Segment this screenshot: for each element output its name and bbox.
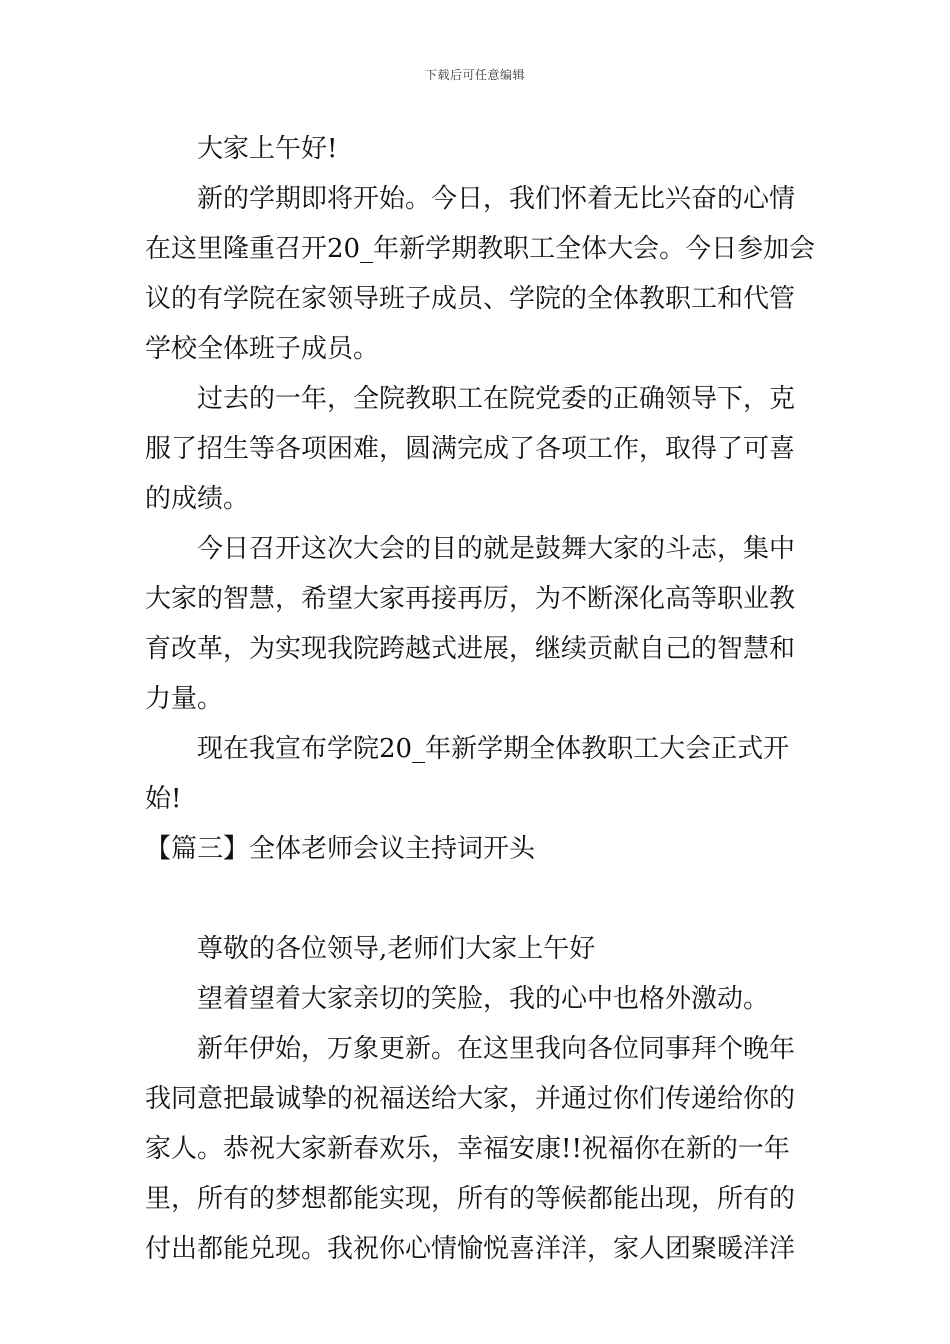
paragraph-2: 过去的一年，全院教职工在院党委的正确领导下，克服了招生等各项困难，圆满完成了各项工作，取得了可喜的成绩。 bbox=[145, 384, 796, 514]
paragraph-4: 现在我宣布学院20_年新学期全体教职工大会正式开始! bbox=[145, 734, 790, 814]
paragraph-5: 尊敬的各位领导,老师们大家上午好 bbox=[197, 934, 596, 964]
greeting-paragraph: 大家上午好! bbox=[197, 134, 338, 164]
paragraph-7: 新年伊始，万象更新。在这里我向各位同事拜个晚年我同意把最诚挚的祝福送给大家，并通过你们传递给你的家人。恭祝大家新春欢乐，幸福安康!!祝福你在新的一年里，所有的梦想都能实现，所有的等候都能出现，所有的付出都能兑现。我祝你心情愉悦喜洋洋，家人团聚暖洋洋 bbox=[145, 1034, 796, 1264]
section-heading: 【篇三】全体老师会议主持词开头 bbox=[145, 834, 536, 864]
paragraph-6: 望着望着大家亲切的笑脸，我的心中也格外激动。 bbox=[197, 984, 770, 1014]
page-header-note: 下载后可任意编辑 bbox=[424, 68, 525, 82]
paragraph-3: 今日召开这次大会的目的就是鼓舞大家的斗志，集中大家的智慧，希望大家再接再厉，为不断深化高等职业教育改革，为实现我院跨越式进展，继续贡献自己的智慧和力量。 bbox=[145, 534, 796, 714]
paragraph-1: 新的学期即将开始。今日，我们怀着无比兴奋的心情在这里隆重召开20_年新学期教职工全体大会。今日参加会议的有学院在家领导班子成员、学院的全体教职工和代管学校全体班子成员。 bbox=[145, 184, 816, 364]
section-spacer bbox=[145, 874, 817, 924]
document-body bbox=[145, 124, 817, 1274]
